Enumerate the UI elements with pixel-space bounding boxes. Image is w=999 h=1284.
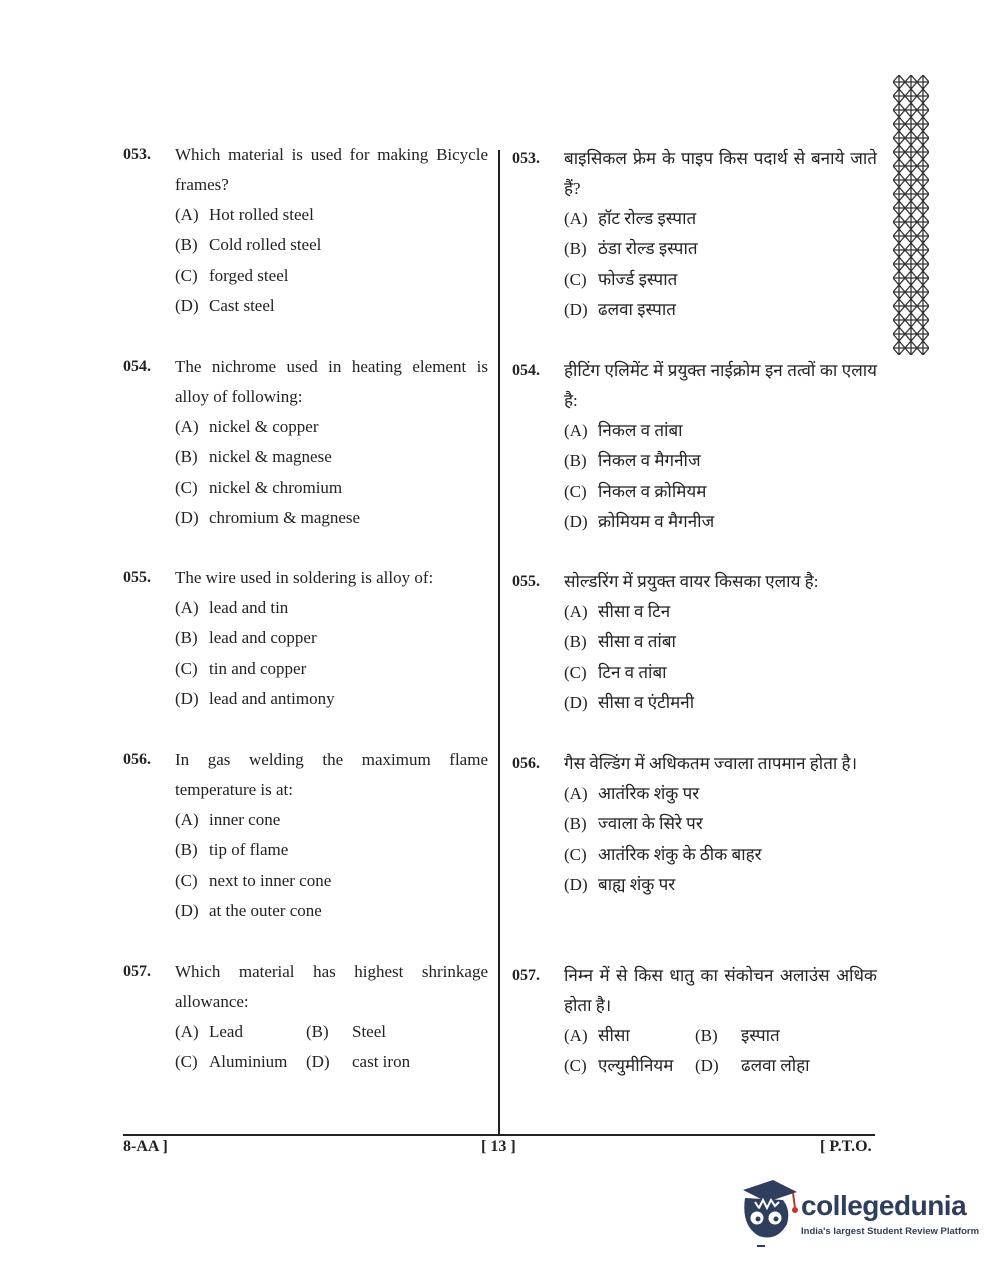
question-054-hi: [512, 356, 877, 567]
option-a: (A) हॉट रोल्ड इस्पात: [564, 209, 697, 228]
option-b: (B) Steel: [306, 1022, 386, 1041]
collegedunia-logo: [737, 1176, 980, 1256]
english-column: [123, 140, 488, 1078]
footer-booklet-code: 8-AA ]: [123, 1138, 168, 1155]
option-b: (B) tip of flame: [175, 840, 289, 860]
option-a: (A) सीसा व टिन: [564, 602, 671, 621]
option-a: (A) Hot rolled steel: [175, 205, 314, 224]
question-number: 054.: [512, 362, 540, 379]
question-text: निम्न में से किस धातु का संकोचन अलाउंस अधिक होता है।: [564, 966, 877, 1015]
question-number: 057.: [512, 967, 540, 984]
question-055-hi: [512, 567, 877, 749]
option-c: (C) Aluminium: [175, 1052, 288, 1072]
question-054-en: [123, 352, 488, 563]
option-c: (C) फोर्ज्ड इस्पात: [564, 269, 678, 289]
question-056-en: [123, 745, 488, 957]
option-b: (B) इस्पात: [695, 1026, 780, 1045]
column-divider: [498, 150, 500, 1135]
option-d: (D) क्रोमियम व मैगनीज: [564, 511, 715, 531]
question-text: The wire used in soldering is alloy of:: [175, 568, 434, 587]
option-c: (C) forged steel: [175, 265, 289, 285]
option-row-cd: [175, 1047, 488, 1077]
option-c: (C) nickel & chromium: [175, 477, 343, 497]
option-row-cd: [564, 1051, 877, 1081]
question-number: 055.: [123, 569, 151, 586]
logo-tagline: India's largest Student Review Platform: [801, 1226, 980, 1237]
option-d: (D) chromium & magnese: [175, 507, 361, 527]
question-number: 057.: [123, 963, 151, 980]
option-row-ab: [175, 1017, 488, 1047]
option-a: (A) सीसा: [564, 1026, 630, 1045]
question-text: गैस वेल्डिंग में अधिकतम ज्वाला तापमान होता है।: [564, 754, 858, 773]
option-c: (C) निकल व क्रोमियम: [564, 481, 707, 501]
option-row-ab: [564, 1021, 877, 1051]
hindi-column: [512, 144, 877, 1082]
option-b: (B) ज्वाला के सिरे पर: [564, 814, 703, 834]
option-b: (B) सीसा व तांबा: [564, 632, 676, 652]
option-d: (D) ढलवा इस्पात: [564, 299, 676, 319]
question-053-hi: [512, 144, 877, 356]
question-number: 053.: [123, 146, 151, 163]
question-number: 056.: [123, 751, 151, 768]
option-c: (C) एल्युमीनियम: [564, 1056, 674, 1076]
question-number: 056.: [512, 755, 540, 772]
option-d: (D) lead and antimony: [175, 688, 335, 708]
question-text: Which material is used for making Bicycle frames?: [175, 145, 488, 194]
question-text: सोल्डरिंग में प्रयुक्त वायर किसका एलाय है:: [564, 572, 819, 591]
question-number: 054.: [123, 358, 151, 375]
footer-page-number: [ 13 ]: [481, 1138, 516, 1155]
option-c: (C) tin and copper: [175, 658, 307, 678]
option-a: (A) आतंरिक शंकु पर: [564, 784, 700, 803]
question-text: हीटिंग एलिमेंट में प्रयुक्त नाईक्रोम इन तत्वों का एलाय है:: [564, 361, 877, 410]
footer-pto: [ P.T.O.: [820, 1138, 872, 1155]
question-057-en: [123, 957, 488, 1078]
option-d: (D) सीसा व एंटीमनी: [564, 692, 695, 712]
option-a: (A) lead and tin: [175, 598, 289, 617]
question-text: बाइसिकल फ्रेम के पाइप किस पदार्थ से बनाये जाते हैं?: [564, 149, 877, 198]
option-c: (C) next to inner cone: [175, 870, 332, 890]
question-text: In gas welding the maximum flame temperature is at:: [175, 750, 488, 799]
logo-mascot-icon: [737, 1176, 801, 1256]
option-b: (B) ठंडा रोल्ड इस्पात: [564, 239, 698, 259]
option-d: (D) cast iron: [306, 1052, 411, 1072]
question-number: 055.: [512, 573, 540, 590]
option-b: (B) निकल व मैगनीज: [564, 451, 701, 471]
option-a: (A) inner cone: [175, 810, 281, 829]
decorative-border-pattern: [893, 75, 929, 355]
option-d: (D) Cast steel: [175, 295, 275, 315]
question-text: Which material has highest shrinkage allowance:: [175, 962, 488, 1011]
question-number: 053.: [512, 150, 540, 167]
option-d: (D) at the outer cone: [175, 900, 322, 920]
option-c: (C) आतंरिक शंकु के ठीक बाहर: [564, 844, 762, 864]
question-056-hi: [512, 749, 877, 961]
option-c: (C) टिन व तांबा: [564, 662, 667, 682]
option-a: (A) Lead: [175, 1022, 243, 1041]
option-d: (D) ढलवा लोहा: [695, 1056, 810, 1076]
question-053-en: [123, 140, 488, 352]
option-a: (A) निकल व तांबा: [564, 421, 683, 440]
footer-rule: [123, 1134, 875, 1136]
logo-wordmark: collegedunia: [801, 1190, 967, 1221]
question-text: The nichrome used in heating element is alloy of following:: [175, 357, 488, 406]
option-d: (D) बाह्य शंकु पर: [564, 874, 676, 894]
option-b: (B) lead and copper: [175, 628, 317, 648]
question-057-hi: [512, 961, 877, 1082]
option-b: (B) nickel & magnese: [175, 447, 332, 467]
question-055-en: [123, 563, 488, 745]
option-a: (A) nickel & copper: [175, 417, 319, 436]
option-b: (B) Cold rolled steel: [175, 235, 322, 255]
